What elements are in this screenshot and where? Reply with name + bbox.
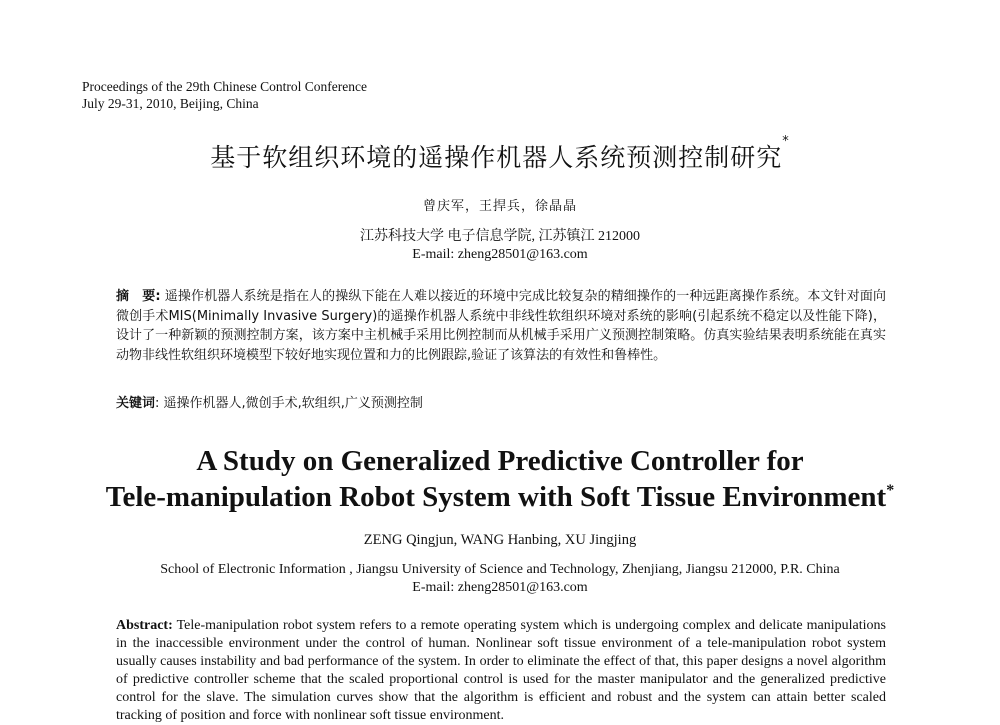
- chinese-email: E-mail: zheng28501@163.com: [412, 247, 588, 262]
- english-abstract: [116, 617, 886, 725]
- english-title-footnote-mark: *: [886, 482, 895, 499]
- chinese-authors: 曾庆军，王捍兵，徐晶晶: [422, 199, 577, 214]
- english-title-line2-wrap: [0, 479, 1000, 515]
- chinese-affiliation: 江苏科技大学 电子信息学院, 江苏镇江 212000: [360, 229, 640, 244]
- english-abstract-label: Abstract:: [116, 618, 173, 633]
- english-email: E-mail: zheng28501@163.com: [412, 580, 588, 595]
- english-title: [0, 443, 1000, 515]
- chinese-title: [0, 134, 1000, 174]
- proceedings-name: Proceedings of the 29th Chinese Control Conference: [82, 79, 367, 94]
- chinese-abstract-label: 摘 要:: [116, 289, 161, 304]
- chinese-keywords-label: 关键词: [116, 396, 156, 411]
- proceedings-header: [82, 78, 367, 112]
- english-title-line1: A Study on Generalized Predictive Controller for: [196, 445, 804, 477]
- proceedings-date-location: July 29-31, 2010, Beijing, China: [82, 96, 259, 111]
- chinese-title-footnote-mark: *: [782, 134, 790, 149]
- chinese-title-text: 基于软组织环境的遥操作机器人系统预测控制研究: [210, 143, 783, 172]
- chinese-keywords-text: : 遥操作机器人,微创手术,软组织,广义预测控制: [155, 396, 423, 411]
- english-title-line2: Tele-manipulation Robot System with Soft Tissue Environment: [105, 481, 887, 513]
- chinese-abstract-text: 遥操作机器人系统是指在人的操纵下能在人难以接近的环境中完成比较复杂的精细操作的一种远距离操作系统。本文针对面向微创手术MIS(Minimally Invasive Surgery)的遥操作机器人系统中非线性软组织环境对系统的影响(引起系统不稳定以及性能下降)，设计了一种新颖的预测控制方案，该方案中主机械手采用比例控制而从机械手采用广义预测控制策略。仿真实验结果表明系统能在真实动物非线性软组织环境模型下较好地实现位置和力的比例跟踪,验证了该算法的有效性和鲁棒性。: [116, 289, 886, 363]
- chinese-affiliation-block: [0, 228, 1000, 264]
- chinese-abstract: [116, 287, 886, 365]
- english-affiliation-block: [0, 561, 1000, 597]
- english-authors: ZENG Qingjun, WANG Hanbing, XU Jingjing: [363, 532, 637, 548]
- english-abstract-text: Tele-manipulation robot system refers to a remote operating system which is undergoing complex and delicate manipulations in the inaccessible environment under the control of human. Nonlinear soft tissue environment of a tele-manipulation robot system usually causes instability and bad performance of the system. In order to eliminate the effect of that, this paper designs a novel algorithm of predictive controller scheme that the scaled proportional control is used for the master manipulator and the generalized predictive control for the slave. The simulation curves show that the algorithm is efficient and robust and the system can attain better scaled tracking of position and force with nonlinear soft tissue environment.: [116, 618, 886, 723]
- english-affiliation: School of Electronic Information , Jiangsu University of Science and Technology, Zhenjiang, Jiangsu 212000, P.R. China: [160, 562, 840, 577]
- chinese-keywords: [116, 392, 423, 411]
